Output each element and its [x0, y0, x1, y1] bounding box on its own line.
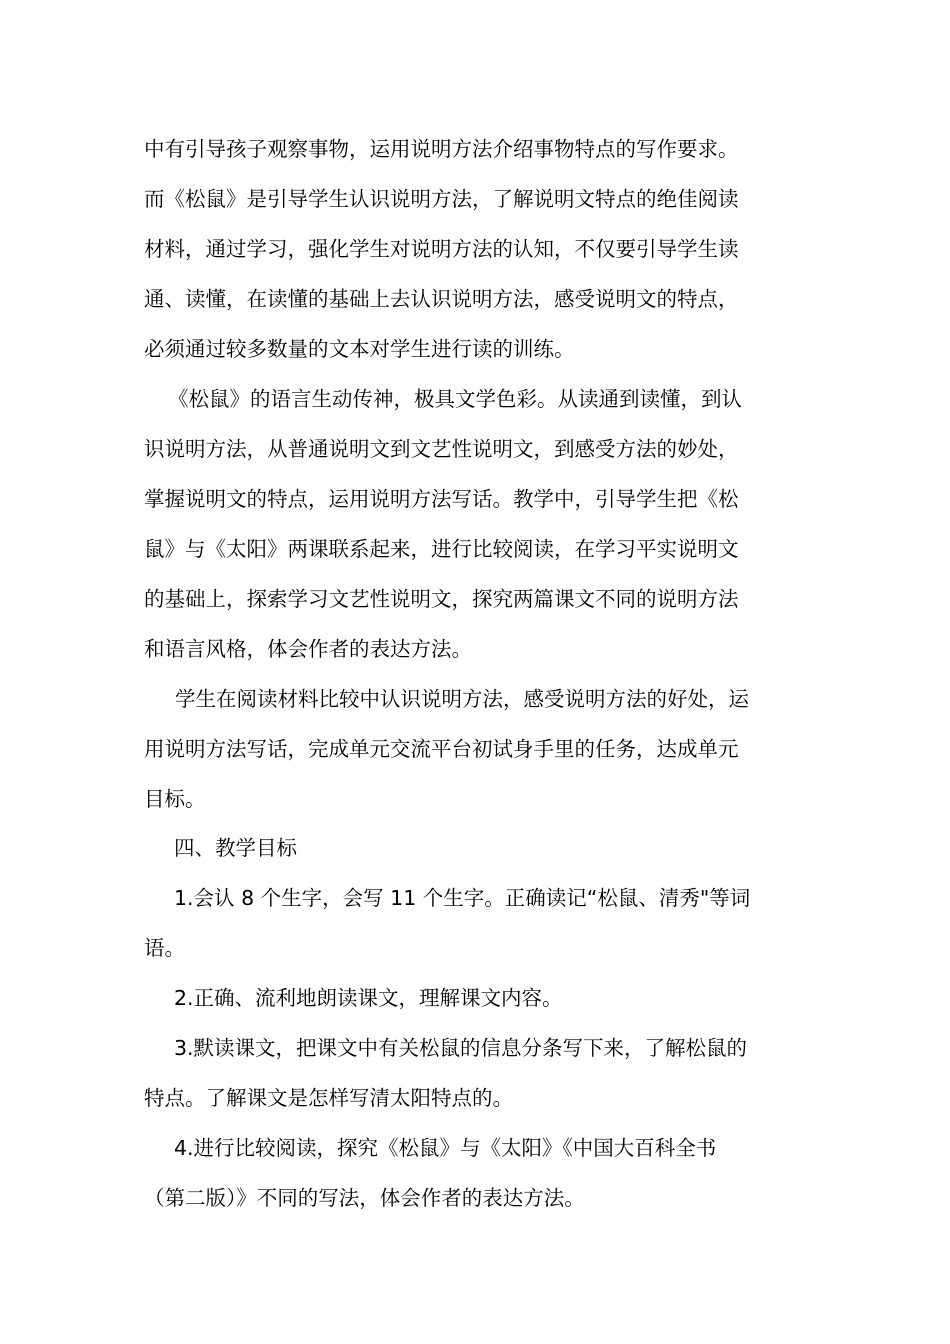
- objective-item: 2.正确、流利地朗读课文，理解课文内容。: [174, 986, 563, 1010]
- text-line: 鼠》与《太阳》两课联系起来，进行比较阅读，在学习平实说明文: [144, 537, 739, 561]
- text-line: 用说明方法写话，完成单元交流平台初试身手里的任务，达成单元: [144, 737, 739, 761]
- paragraph-start-line: 《松鼠》的语言生动传神，极具文学色彩。从读通到读懂，到认: [168, 387, 742, 411]
- text-line: 材料，通过学习，强化学生对说明方法的认知，不仅要引导学生读: [144, 237, 739, 261]
- objective-item: 4.进行比较阅读，探究《松鼠》与《太阳》《中国大百科全书: [174, 1136, 717, 1160]
- section-heading: 四、教学目标: [174, 836, 297, 860]
- text-line: 而《松鼠》是引导学生认识说明方法，了解说明文特点的绝佳阅读: [144, 187, 739, 211]
- text-line: （第二版）》不同的写法，体会作者的表达方法。: [144, 1186, 585, 1210]
- objective-item: 3.默读课文，把课文中有关松鼠的信息分条写下来，了解松鼠的: [174, 1036, 748, 1060]
- text-line: 目标。: [144, 787, 206, 811]
- text-line: 掌握说明文的特点，运用说明方法写话。教学中，引导学生把《松: [144, 487, 739, 511]
- text-line: 的基础上，探索学习文艺性说明文，探究两篇课文不同的说明方法: [144, 587, 739, 611]
- text-line: 特点。了解课文是怎样写清太阳特点的。: [144, 1086, 513, 1110]
- text-line: 通、读懂，在读懂的基础上去认识说明方法，感受说明文的特点，: [144, 287, 739, 311]
- text-line: 必须通过较多数量的文本对学生进行读的训练。: [144, 337, 575, 361]
- text-line: 中有引导孩子观察事物，运用说明方法介绍事物特点的写作要求。: [144, 137, 739, 161]
- text-line: 语。: [144, 936, 185, 960]
- text-line: 和语言风格，体会作者的表达方法。: [144, 637, 472, 661]
- objective-item: 1.会认 8 个生字，会写 11 个生字。正确读记“松鼠、清秀"等词: [174, 886, 751, 910]
- text-line: 识说明方法，从普通说明文到文艺性说明文，到感受方法的妙处，: [144, 437, 739, 461]
- paragraph-start-line: 学生在阅读材料比较中认识说明方法，感受说明方法的好处，运: [175, 687, 749, 711]
